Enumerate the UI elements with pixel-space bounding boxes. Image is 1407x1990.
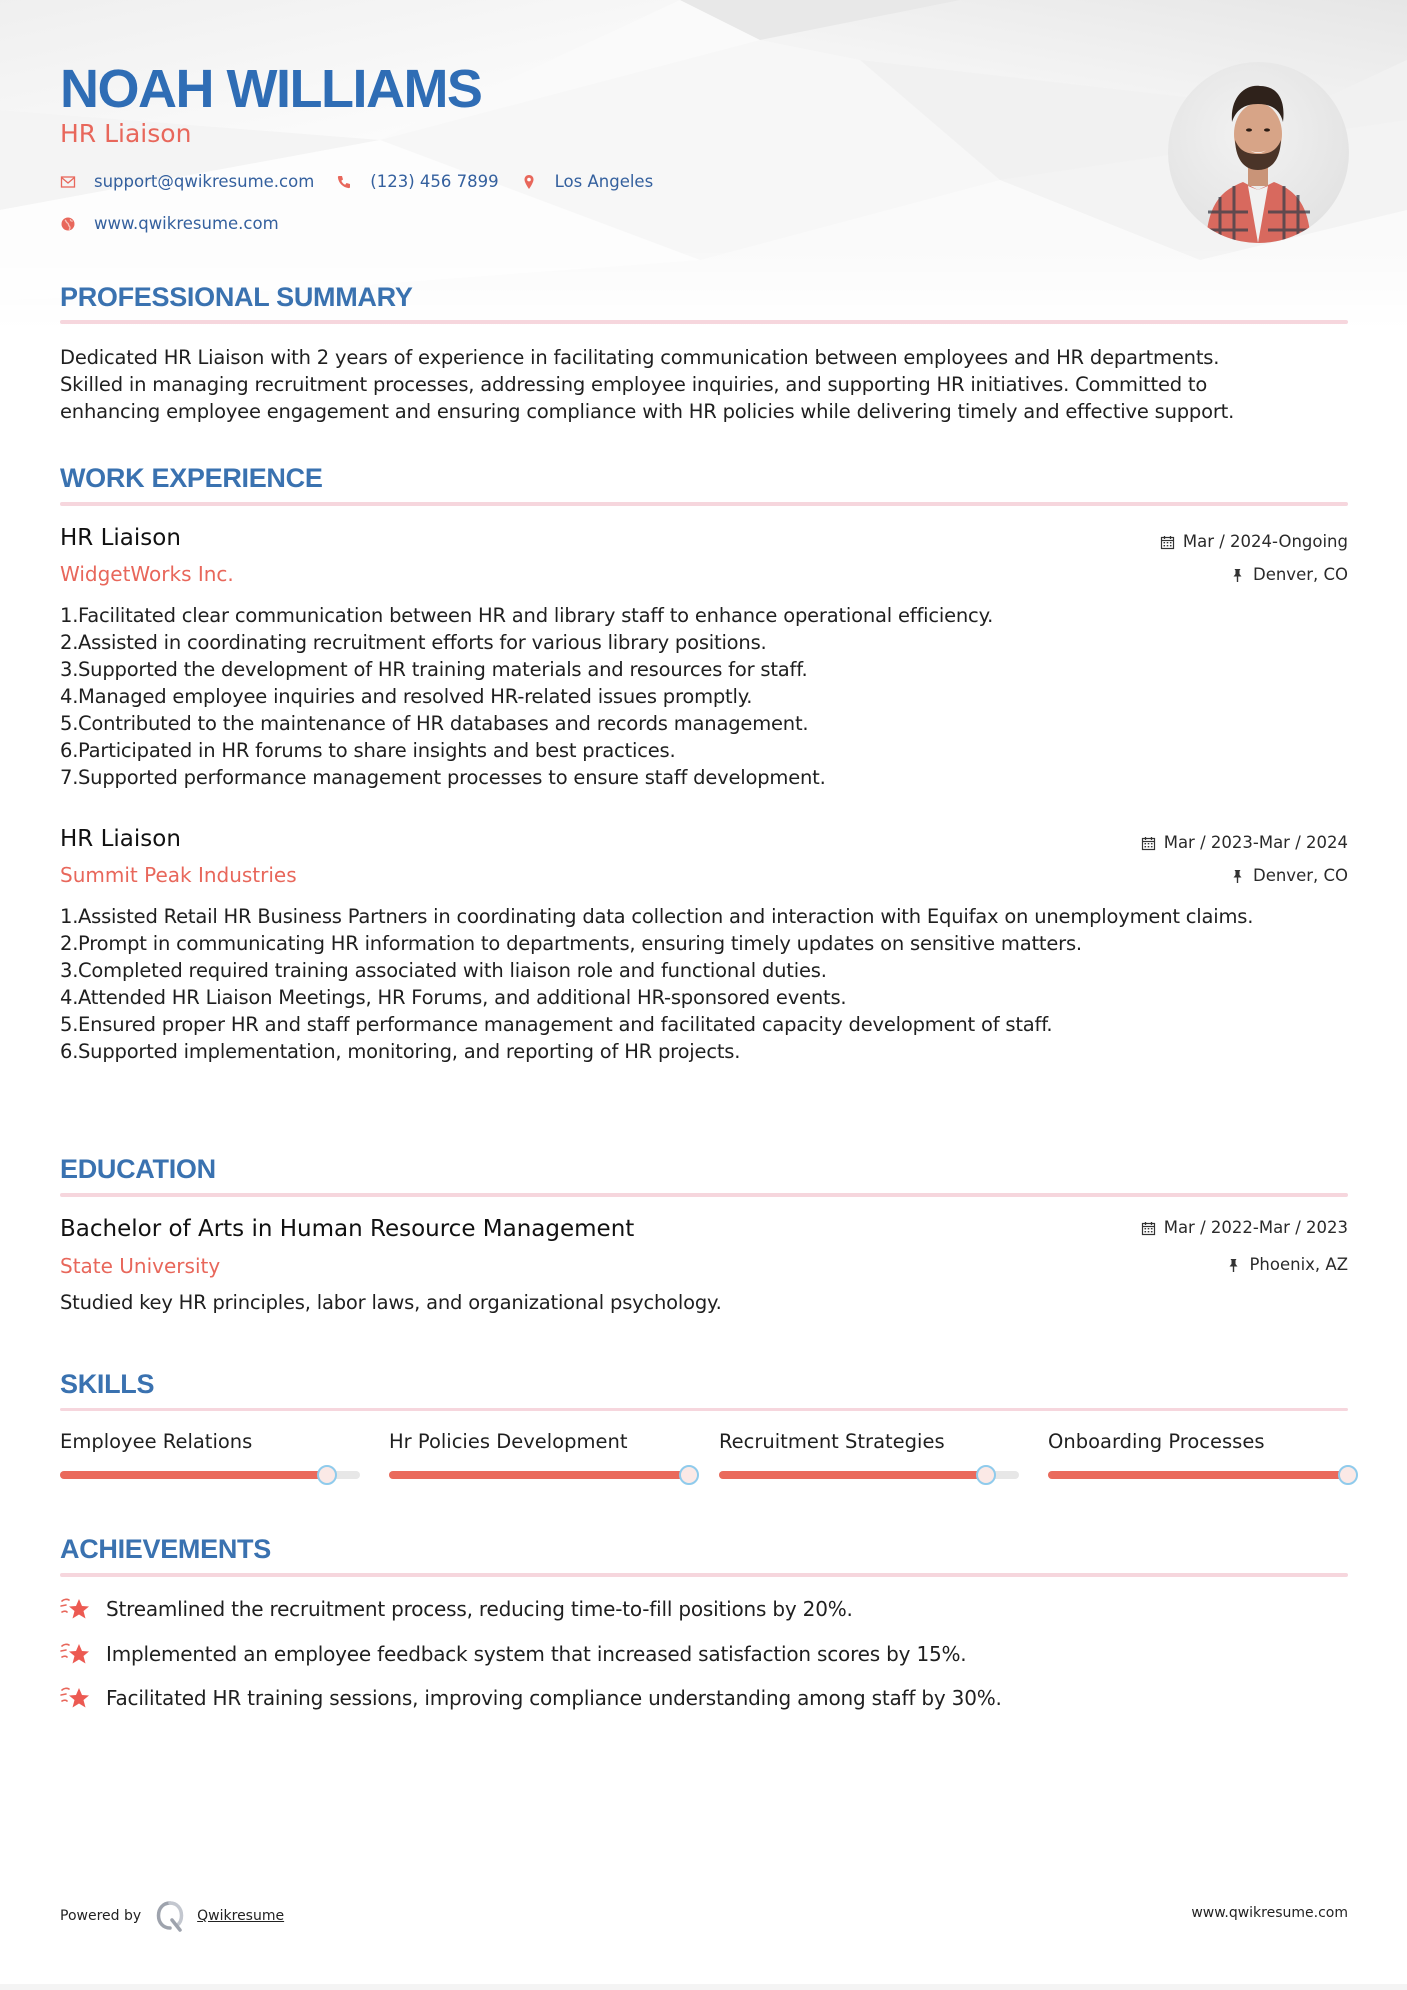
- job-dates: [1141, 832, 1348, 854]
- candidate-role: HR Liaison: [60, 119, 192, 148]
- skill-fill: [1048, 1471, 1348, 1479]
- qwikresume-link[interactable]: Qwikresume: [197, 1908, 285, 1924]
- candidate-name: NOAH WILLIAMS: [60, 59, 482, 119]
- skill-fill: [719, 1471, 986, 1479]
- job-company: Summit Peak Industries: [60, 863, 297, 887]
- website-text[interactable]: www.qwikresume.com: [94, 214, 279, 233]
- summary-text: [60, 344, 1360, 425]
- list-item: 1. Assisted Retail HR Business Partners in coordinating data collection and interaction with Equifax on unemployment claims.: [60, 905, 1254, 928]
- skill-item: [389, 1429, 689, 1455]
- map-pin-icon: [521, 174, 537, 190]
- qwikresume-logo-icon: [155, 1900, 185, 1932]
- page-bottom-edge: [0, 1984, 1407, 1990]
- skill-knob: [317, 1465, 337, 1485]
- list-item: 6. Participated in HR forums to share insights and best practices.: [60, 739, 676, 762]
- skill-fill: [60, 1471, 327, 1479]
- summary-line: Skilled in managing recruitment processes, addressing employee inquiries, and supporting HR initiatives. Committed to: [60, 373, 1208, 396]
- achievement-item: [60, 1684, 1002, 1712]
- section-title-education: EDUCATION: [60, 1154, 216, 1184]
- skill-knob: [1338, 1465, 1358, 1485]
- achievement-text: Implemented an employee feedback system that increased satisfaction scores by 15%.: [106, 1642, 967, 1666]
- phone-text[interactable]: (123) 456 7899: [370, 172, 499, 191]
- job-responsibilities: [60, 903, 1310, 1065]
- job-location: [1230, 564, 1348, 586]
- list-item: 5. Contributed to the maintenance of HR databases and records management.: [60, 712, 809, 735]
- profile-photo: [1168, 62, 1349, 243]
- star-icon: [60, 1595, 92, 1623]
- job-title: HR Liaison: [60, 525, 181, 551]
- list-item: 4. Managed employee inquiries and resolved HR-related issues promptly.: [60, 685, 753, 708]
- achievement-text: Facilitated HR training sessions, improving compliance understanding among staff by 30%.: [106, 1686, 1002, 1710]
- degree-title: Bachelor of Arts in Human Resource Management: [60, 1216, 635, 1242]
- globe-icon: [60, 216, 76, 232]
- pushpin-icon: [1226, 1258, 1241, 1273]
- skill-label: Recruitment Strategies: [719, 1430, 945, 1453]
- pushpin-icon: [1230, 869, 1245, 884]
- job-location-text: Denver, CO: [1252, 565, 1348, 584]
- list-item: 1. Facilitated clear communication between HR and library staff to enhance operational efficiency.: [60, 604, 994, 627]
- contact-email[interactable]: [60, 172, 314, 191]
- skill-fill: [389, 1471, 689, 1479]
- education-dates-text: Mar / 2022-Mar / 2023: [1163, 1218, 1348, 1237]
- education-description: Studied key HR principles, labor laws, and organizational psychology.: [60, 1291, 722, 1314]
- job-dates-text: Mar / 2023-Mar / 2024: [1163, 833, 1348, 852]
- section-divider: [60, 1573, 1348, 1577]
- job-company: WidgetWorks Inc.: [60, 562, 234, 586]
- section-divider: [60, 502, 1348, 506]
- contact-phone[interactable]: [336, 172, 498, 191]
- achievement-item: [60, 1640, 966, 1668]
- calendar-icon: [1141, 836, 1156, 851]
- section-title-summary: PROFESSIONAL SUMMARY: [60, 282, 413, 312]
- job-location-text: Denver, CO: [1252, 866, 1348, 885]
- calendar-icon: [1160, 535, 1175, 550]
- skill-label: Hr Policies Development: [389, 1430, 628, 1453]
- skill-label: Employee Relations: [60, 1430, 253, 1453]
- skill-knob: [976, 1465, 996, 1485]
- section-title-achievements: ACHIEVEMENTS: [60, 1534, 271, 1564]
- education-location-text: Phoenix, AZ: [1249, 1255, 1348, 1274]
- skill-knob: [679, 1465, 699, 1485]
- section-divider: [60, 1408, 1348, 1411]
- email-text[interactable]: support@qwikresume.com: [94, 172, 315, 191]
- skill-level-bar: [719, 1471, 1019, 1479]
- skill-level-bar: [60, 1471, 360, 1479]
- skill-item: [1048, 1429, 1348, 1455]
- achievement-item: [60, 1595, 853, 1623]
- job-dates-text: Mar / 2024-Ongoing: [1182, 532, 1348, 551]
- job-responsibilities: [60, 602, 1350, 791]
- list-item: 5. Ensured proper HR and staff performance management and facilitated capacity development of staff.: [60, 1013, 1053, 1036]
- contact-row-secondary: [60, 214, 301, 233]
- section-title-skills: SKILLS: [60, 1369, 155, 1399]
- star-icon: [60, 1640, 92, 1668]
- contact-website[interactable]: [60, 214, 279, 233]
- contact-row-primary: [60, 172, 675, 191]
- summary-line: Dedicated HR Liaison with 2 years of experience in facilitating communication between employees and HR departments.: [60, 346, 1220, 369]
- list-item: 2. Assisted in coordinating recruitment efforts for various library positions.: [60, 631, 767, 654]
- section-divider: [60, 320, 1348, 324]
- envelope-icon: [60, 174, 76, 190]
- footer-website[interactable]: www.qwikresume.com: [1191, 1905, 1348, 1921]
- skill-item: [719, 1429, 1019, 1455]
- skill-level-bar: [389, 1471, 689, 1479]
- job-title: HR Liaison: [60, 826, 181, 852]
- list-item: 4. Attended HR Liaison Meetings, HR Forums, and additional HR-sponsored events.: [60, 986, 847, 1009]
- list-item: 6. Supported implementation, monitoring, and reporting of HR projects.: [60, 1040, 741, 1063]
- job-dates: [1160, 531, 1348, 553]
- summary-line: enhancing employee engagement and ensuring compliance with HR policies while delivering timely and effective support.: [60, 400, 1235, 423]
- list-item: 3. Completed required training associated with liaison role and functional duties.: [60, 959, 827, 982]
- skill-item: [60, 1429, 360, 1455]
- section-divider: [60, 1193, 1348, 1197]
- list-item: 3. Supported the development of HR training materials and resources for staff.: [60, 658, 808, 681]
- contact-location: [521, 172, 654, 191]
- achievement-text: Streamlined the recruitment process, reducing time-to-fill positions by 20%.: [106, 1597, 853, 1621]
- job-location: [1230, 865, 1348, 887]
- skill-label: Onboarding Processes: [1048, 1430, 1265, 1453]
- skill-level-bar: [1048, 1471, 1348, 1479]
- education-location: [1226, 1254, 1348, 1276]
- footer-powered-by: [60, 1900, 284, 1932]
- section-title-experience: WORK EXPERIENCE: [60, 463, 323, 493]
- list-item: 7. Supported performance management processes to ensure staff development.: [60, 766, 826, 789]
- education-dates: [1141, 1217, 1348, 1239]
- powered-by-label: Powered by: [60, 1908, 142, 1924]
- star-icon: [60, 1684, 92, 1712]
- pushpin-icon: [1230, 568, 1245, 583]
- calendar-icon: [1141, 1221, 1156, 1236]
- phone-icon: [336, 174, 352, 190]
- list-item: 2. Prompt in communicating HR information to departments, ensuring timely updates on sensitive matters.: [60, 932, 1082, 955]
- location-text: Los Angeles: [554, 172, 654, 191]
- school-name: State University: [60, 1254, 221, 1278]
